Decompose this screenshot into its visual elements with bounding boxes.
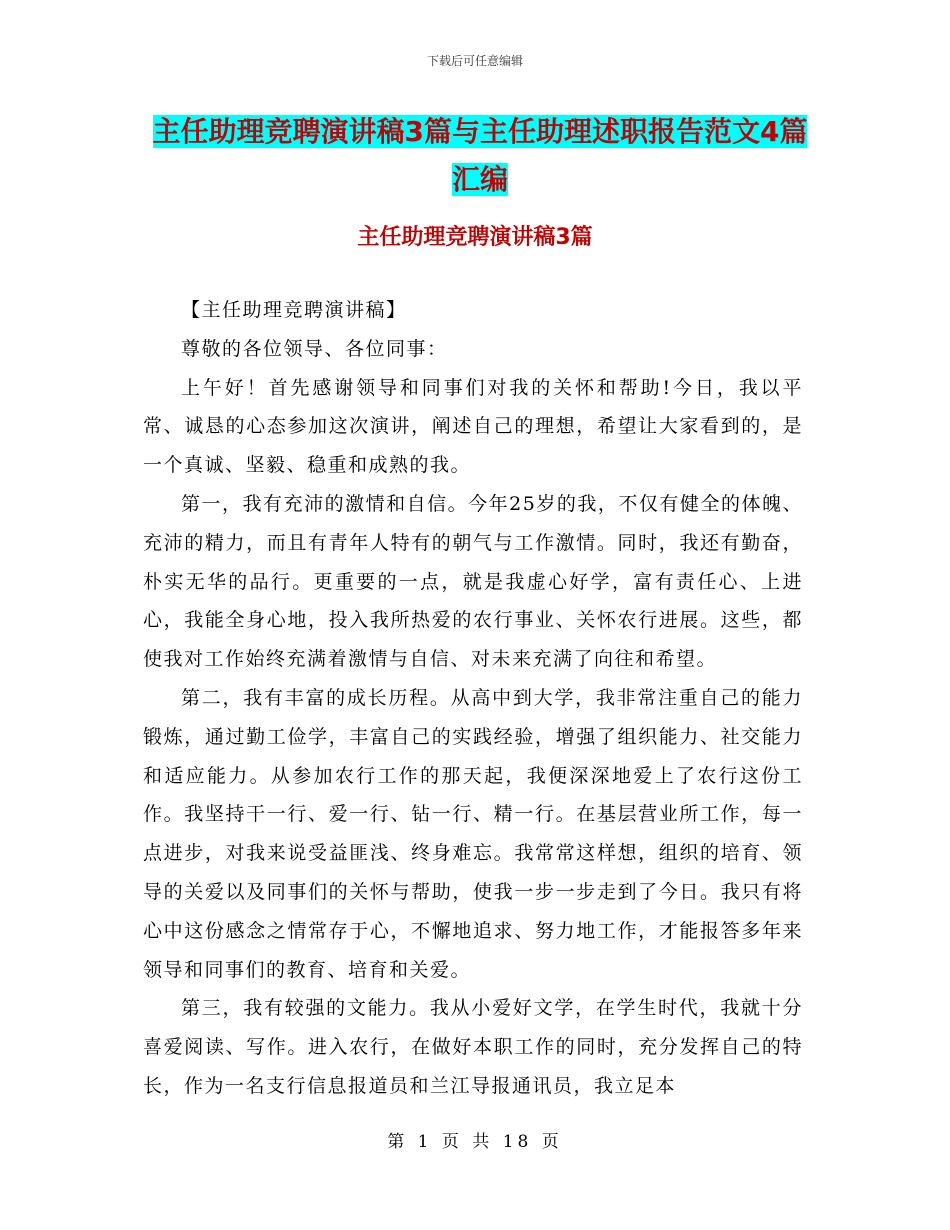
document-body	[143, 291, 803, 1106]
paragraph: 第二，我有丰富的成长历程。从高中到大学，我非常注重自己的能力锻炼，通过勤工俭学，丰富自己的实践经验，增强了组织能力、社交能力和适应能力。从参加农行工作的那天起，我便深深地爱上了农行这份工作。我坚持干一行、爱一行、钻一行、精一行。在基层营业所工作，每一点进步，对我来说受益匪浅、终身难忘。我常常这样想，组织的培育、领导的关爱以及同事们的关怀与帮助，使我一步一步走到了今日。我只有将心中这份感念之情常存于心，不懈地追求、努力地工作，才能报答多年来领导和同事们的教育、培育和关爱。	[143, 686, 803, 981]
paragraph-heading: 【主任助理竞聘演讲稿】	[181, 299, 407, 321]
paragraph: 第三，我有较强的文能力。我从小爱好文学，在学生时代，我就十分喜爱阅读、写作。进入农行，在做好本职工作的同时，充分发挥自己的特长，作为一名支行信息报道员和兰江导报通讯员，我立足本	[143, 997, 803, 1097]
paragraph: 上午好！首先感谢领导和同事们对我的关怀和帮助!今日，我以平常、诚恳的心态参加这次演讲，阐述自己的理想，希望让大家看到的，是一个真诚、坚毅、稳重和成熟的我。	[143, 376, 803, 477]
document-title-text: 主任助理竞聘演讲稿3篇与主任助理述职报告范文4篇汇编	[152, 115, 808, 196]
paragraph-salutation: 尊敬的各位领导、各位同事：	[181, 337, 448, 360]
header-note: 下载后可任意编辑	[426, 54, 523, 68]
page-footer: 第 1 页 共 18 页	[387, 1132, 563, 1152]
paragraph: 第一，我有充沛的激情和自信。今年25岁的我，不仅有健全的体魄、充沛的精力，而且有青年人特有的朝气与工作激情。同时，我还有勤奋，朴实无华的品行。更重要的一点，就是我虚心好学，富有责任心、上进心，我能全身心地，投入我所热爱的农行事业、关怀农行进展。这些，都使我对工作始终充满着激情与自信、对未来充满了向往和希望。	[143, 492, 803, 671]
section-title: 主任助理竞聘演讲稿3篇	[357, 225, 593, 250]
document-title	[150, 108, 810, 204]
